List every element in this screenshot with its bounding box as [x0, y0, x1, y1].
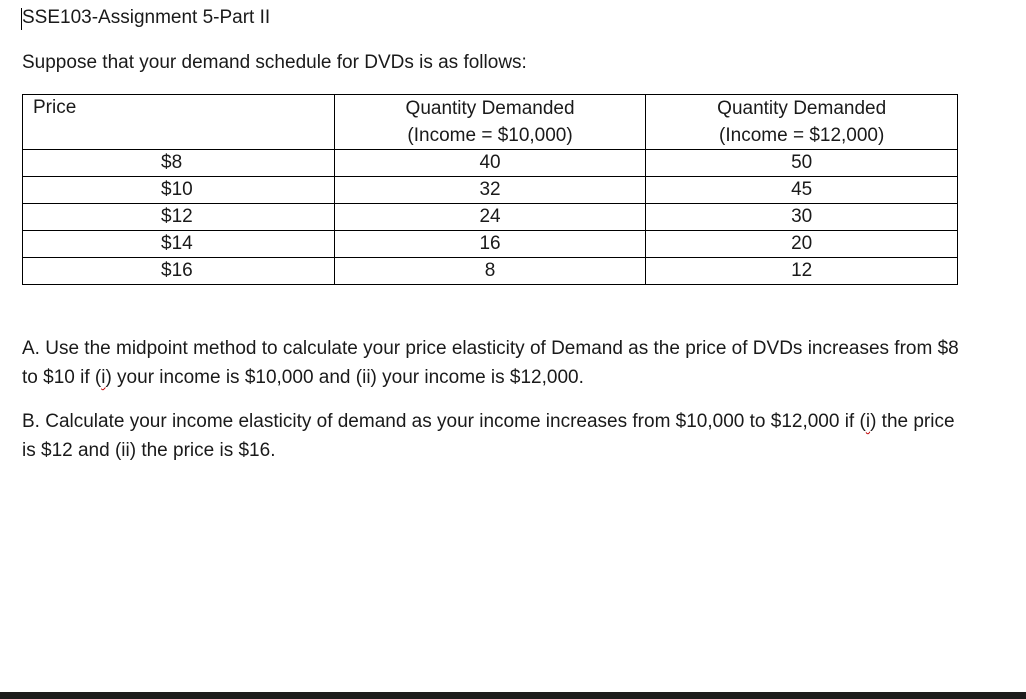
spellcheck-marked-word[interactable]: i [865, 411, 871, 432]
qd-high-cell: 45 [646, 177, 958, 204]
table-row [23, 177, 958, 204]
qd-high-cell: 20 [646, 231, 958, 258]
qd-income-10000-header: Quantity Demanded (Income = $10,000) [334, 95, 646, 150]
table-row [23, 150, 958, 177]
price-cell: $10 [23, 177, 335, 204]
question-b: B. Calculate your income elasticity of demand as your income increases from $10,000 to $12,000 if (i) the price is $12 and (ii) the price is $16. [22, 411, 955, 461]
table-row [23, 204, 958, 231]
table-row [23, 231, 958, 258]
price-cell: $14 [23, 231, 335, 258]
document-title: SSE103-Assignment 5-Part II [22, 7, 271, 28]
intro-text: Suppose that your demand schedule for DVDs is as follows: [22, 52, 527, 73]
demand-schedule-table [22, 94, 958, 285]
window-bottom-bar [0, 692, 1026, 699]
price-column-header: Price [23, 95, 335, 150]
qd-low-cell: 24 [334, 204, 646, 231]
qd-high-cell: 12 [646, 258, 958, 285]
qd-low-cell: 16 [334, 231, 646, 258]
spellcheck-marked-word[interactable]: i [101, 367, 106, 388]
question-a: A. Use the midpoint method to calculate your price elasticity of Demand as the price of DVDs increases from $8 to $10 if (i) your income is $10,000 and (ii) your income is $12,000. [22, 338, 959, 388]
qd-income-12000-header: Quantity Demanded (Income = $12,000) [646, 95, 958, 150]
qd-high-cell: 50 [646, 150, 958, 177]
qd-low-cell: 40 [334, 150, 646, 177]
table-header-row [23, 95, 958, 150]
qd-low-cell: 32 [334, 177, 646, 204]
table-row [23, 258, 958, 285]
price-cell: $12 [23, 204, 335, 231]
price-cell: $16 [23, 258, 335, 285]
qd-high-cell: 30 [646, 204, 958, 231]
qd-low-cell: 8 [334, 258, 646, 285]
price-cell: $8 [23, 150, 335, 177]
